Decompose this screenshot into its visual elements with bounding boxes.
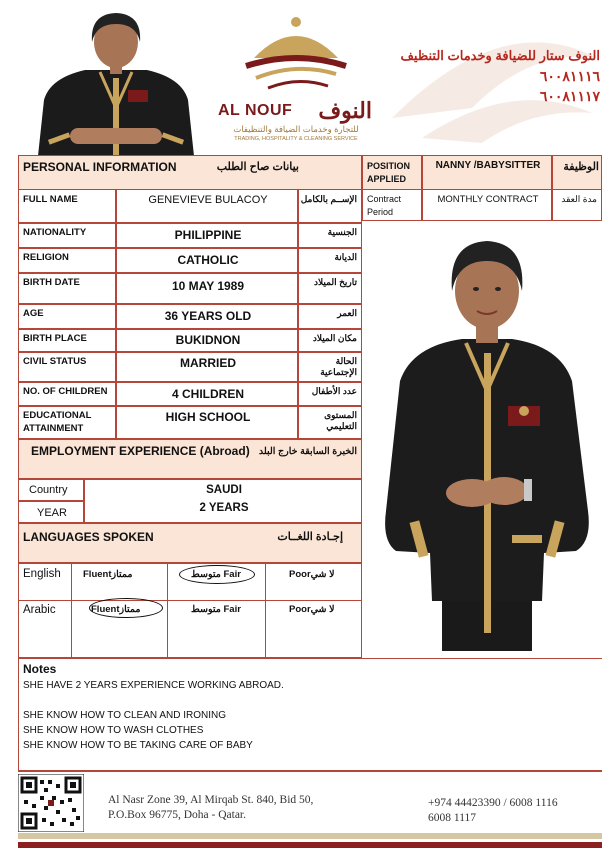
logo-ar-sub: للتجارة وخدمات الضيافة والتنظيفات (233, 124, 359, 134)
position-label-cell: POSITION APPLIED (362, 155, 422, 191)
year-label-cell: YEAR (18, 501, 84, 523)
footer-phones-2: 6008 1117 (428, 812, 477, 824)
position-value-cell (422, 155, 552, 191)
row-value-cell: 36 YEARS OLD (116, 304, 298, 329)
row-ar-cell: تاريخ الميلاد (298, 273, 362, 304)
logo-en: AL NOUF (218, 102, 293, 119)
row-value-cell: 10 MAY 1989 (116, 273, 298, 304)
row-label-cell: RELIGION (18, 248, 116, 273)
level-fair: متوسط Fair (191, 569, 241, 580)
logo-en-sub: TRADING, HOSPITALITY & CLEANING SERVICE (234, 136, 358, 142)
row-label-cell: FULL NAME (18, 189, 116, 223)
row-label-cell: EDUCATIONAL ATTAINMENT (18, 406, 116, 439)
language-name: English (23, 568, 61, 580)
row-value-cell: CATHOLIC (116, 248, 298, 273)
languages-title: LANGUAGES SPOKEN (23, 530, 154, 544)
phone-ar-1: ٦٠٠٨١١١٦ (539, 68, 600, 84)
contract-ar-cell: مدة العقد (552, 189, 602, 221)
row-ar-cell: الإســم بالكامل (298, 189, 362, 223)
applicant-photo (362, 221, 602, 658)
contract-label-cell: Contract Period (362, 189, 422, 221)
level-fair: متوسط Fair (191, 604, 241, 615)
language-row-arabic (18, 600, 362, 658)
personal-title: PERSONAL INFORMATION (23, 160, 177, 174)
row-label-cell: NO. OF CHILDREN (18, 382, 116, 406)
row-label-cell: BIRTH PLACE (18, 329, 116, 352)
row-value-cell: GENEVIEVE BULACOY (116, 189, 298, 223)
row-label-cell: BIRTH DATE (18, 273, 116, 304)
notes-box (18, 658, 602, 770)
note-line: SHE KNOW HOW TO BE TAKING CARE OF BABY (23, 740, 253, 751)
company-logo (216, 14, 376, 154)
country-label-cell: Country (18, 479, 84, 501)
logo-ar: النوف (318, 98, 372, 123)
personal-rows (18, 189, 362, 439)
language-name: Arabic (23, 604, 56, 616)
level-poor: Poorلا شي (289, 569, 335, 580)
row-value-cell: HIGH SCHOOL (116, 406, 298, 439)
footer-top-line (18, 770, 602, 772)
notes-title: Notes (23, 662, 57, 676)
row-value-cell: BUKIDNON (116, 329, 298, 352)
personal-title-ar: بيانات صاح الطلب (216, 161, 299, 173)
footer-address-1: Al Nasr Zone 39, Al Mirqab St. 840, Bid 50, (108, 794, 314, 806)
note-line: SHE HAVE 2 YEARS EXPERIENCE WORKING ABROAD. (23, 680, 284, 691)
language-row-english (18, 563, 362, 601)
selected-ellipse (179, 565, 255, 584)
selected-ellipse (89, 598, 163, 618)
header-photo (30, 8, 202, 156)
languages-title-ar: إجـادة اللغــات (277, 531, 343, 543)
row-label-cell: AGE (18, 304, 116, 329)
languages-section-header (18, 523, 362, 563)
row-label-cell: CIVIL STATUS (18, 352, 116, 382)
phone-ar-2: ٦٠٠٨١١١٧ (539, 88, 600, 104)
row-ar-cell: المستوى التعليمي (298, 406, 362, 439)
note-line: SHE KNOW HOW TO WASH CLOTHES (23, 725, 204, 736)
row-value-cell: PHILIPPINE (116, 223, 298, 248)
qr-code (18, 774, 84, 832)
note-line: SHE KNOW HOW TO CLEAN AND IRONING (23, 710, 226, 721)
row-value-cell: MARRIED (116, 352, 298, 382)
level-fluent: Fluentممتاز (91, 604, 141, 615)
personal-section-header (18, 155, 362, 191)
row-ar-cell: الديانة (298, 248, 362, 273)
footer-gold-bar (18, 833, 602, 839)
position-ar-cell: الوظيفة (552, 155, 602, 191)
level-poor: Poorلا شي (289, 604, 335, 615)
level-fluent: Fluentممتاز (83, 569, 133, 580)
footer-address-2: P.O.Box 96775, Doha - Qatar. (108, 809, 246, 821)
contract-value-cell: MONTHLY CONTRACT (422, 189, 552, 221)
row-ar-cell: العمر (298, 304, 362, 329)
employment-value-cell: SAUDI 2 YEARS (84, 479, 362, 523)
row-label-cell: NATIONALITY (18, 223, 116, 248)
row-ar-cell: الجنسية (298, 223, 362, 248)
row-ar-cell: الحالة الإجتماعية (298, 352, 362, 382)
employment-section-header (18, 439, 362, 479)
company-title-ar: النوف ستار للضيافة وخدمات التنظيف (400, 48, 600, 63)
row-value-cell: 4 CHILDREN (116, 382, 298, 406)
row-ar-cell: عدد الأطفال (298, 382, 362, 406)
position-value: NANNY /BABYSITTER (435, 160, 541, 171)
employment-title: EMPLOYMENT EXPERIENCE (Abroad) (31, 444, 250, 458)
footer-red-bar (18, 842, 602, 848)
row-ar-cell: مكان الميلاد (298, 329, 362, 352)
employment-title-ar: الخبرة السابقة خارج البلد (258, 446, 357, 457)
footer-phones-1: +974 44423390 / 6008 1116 (428, 797, 558, 809)
